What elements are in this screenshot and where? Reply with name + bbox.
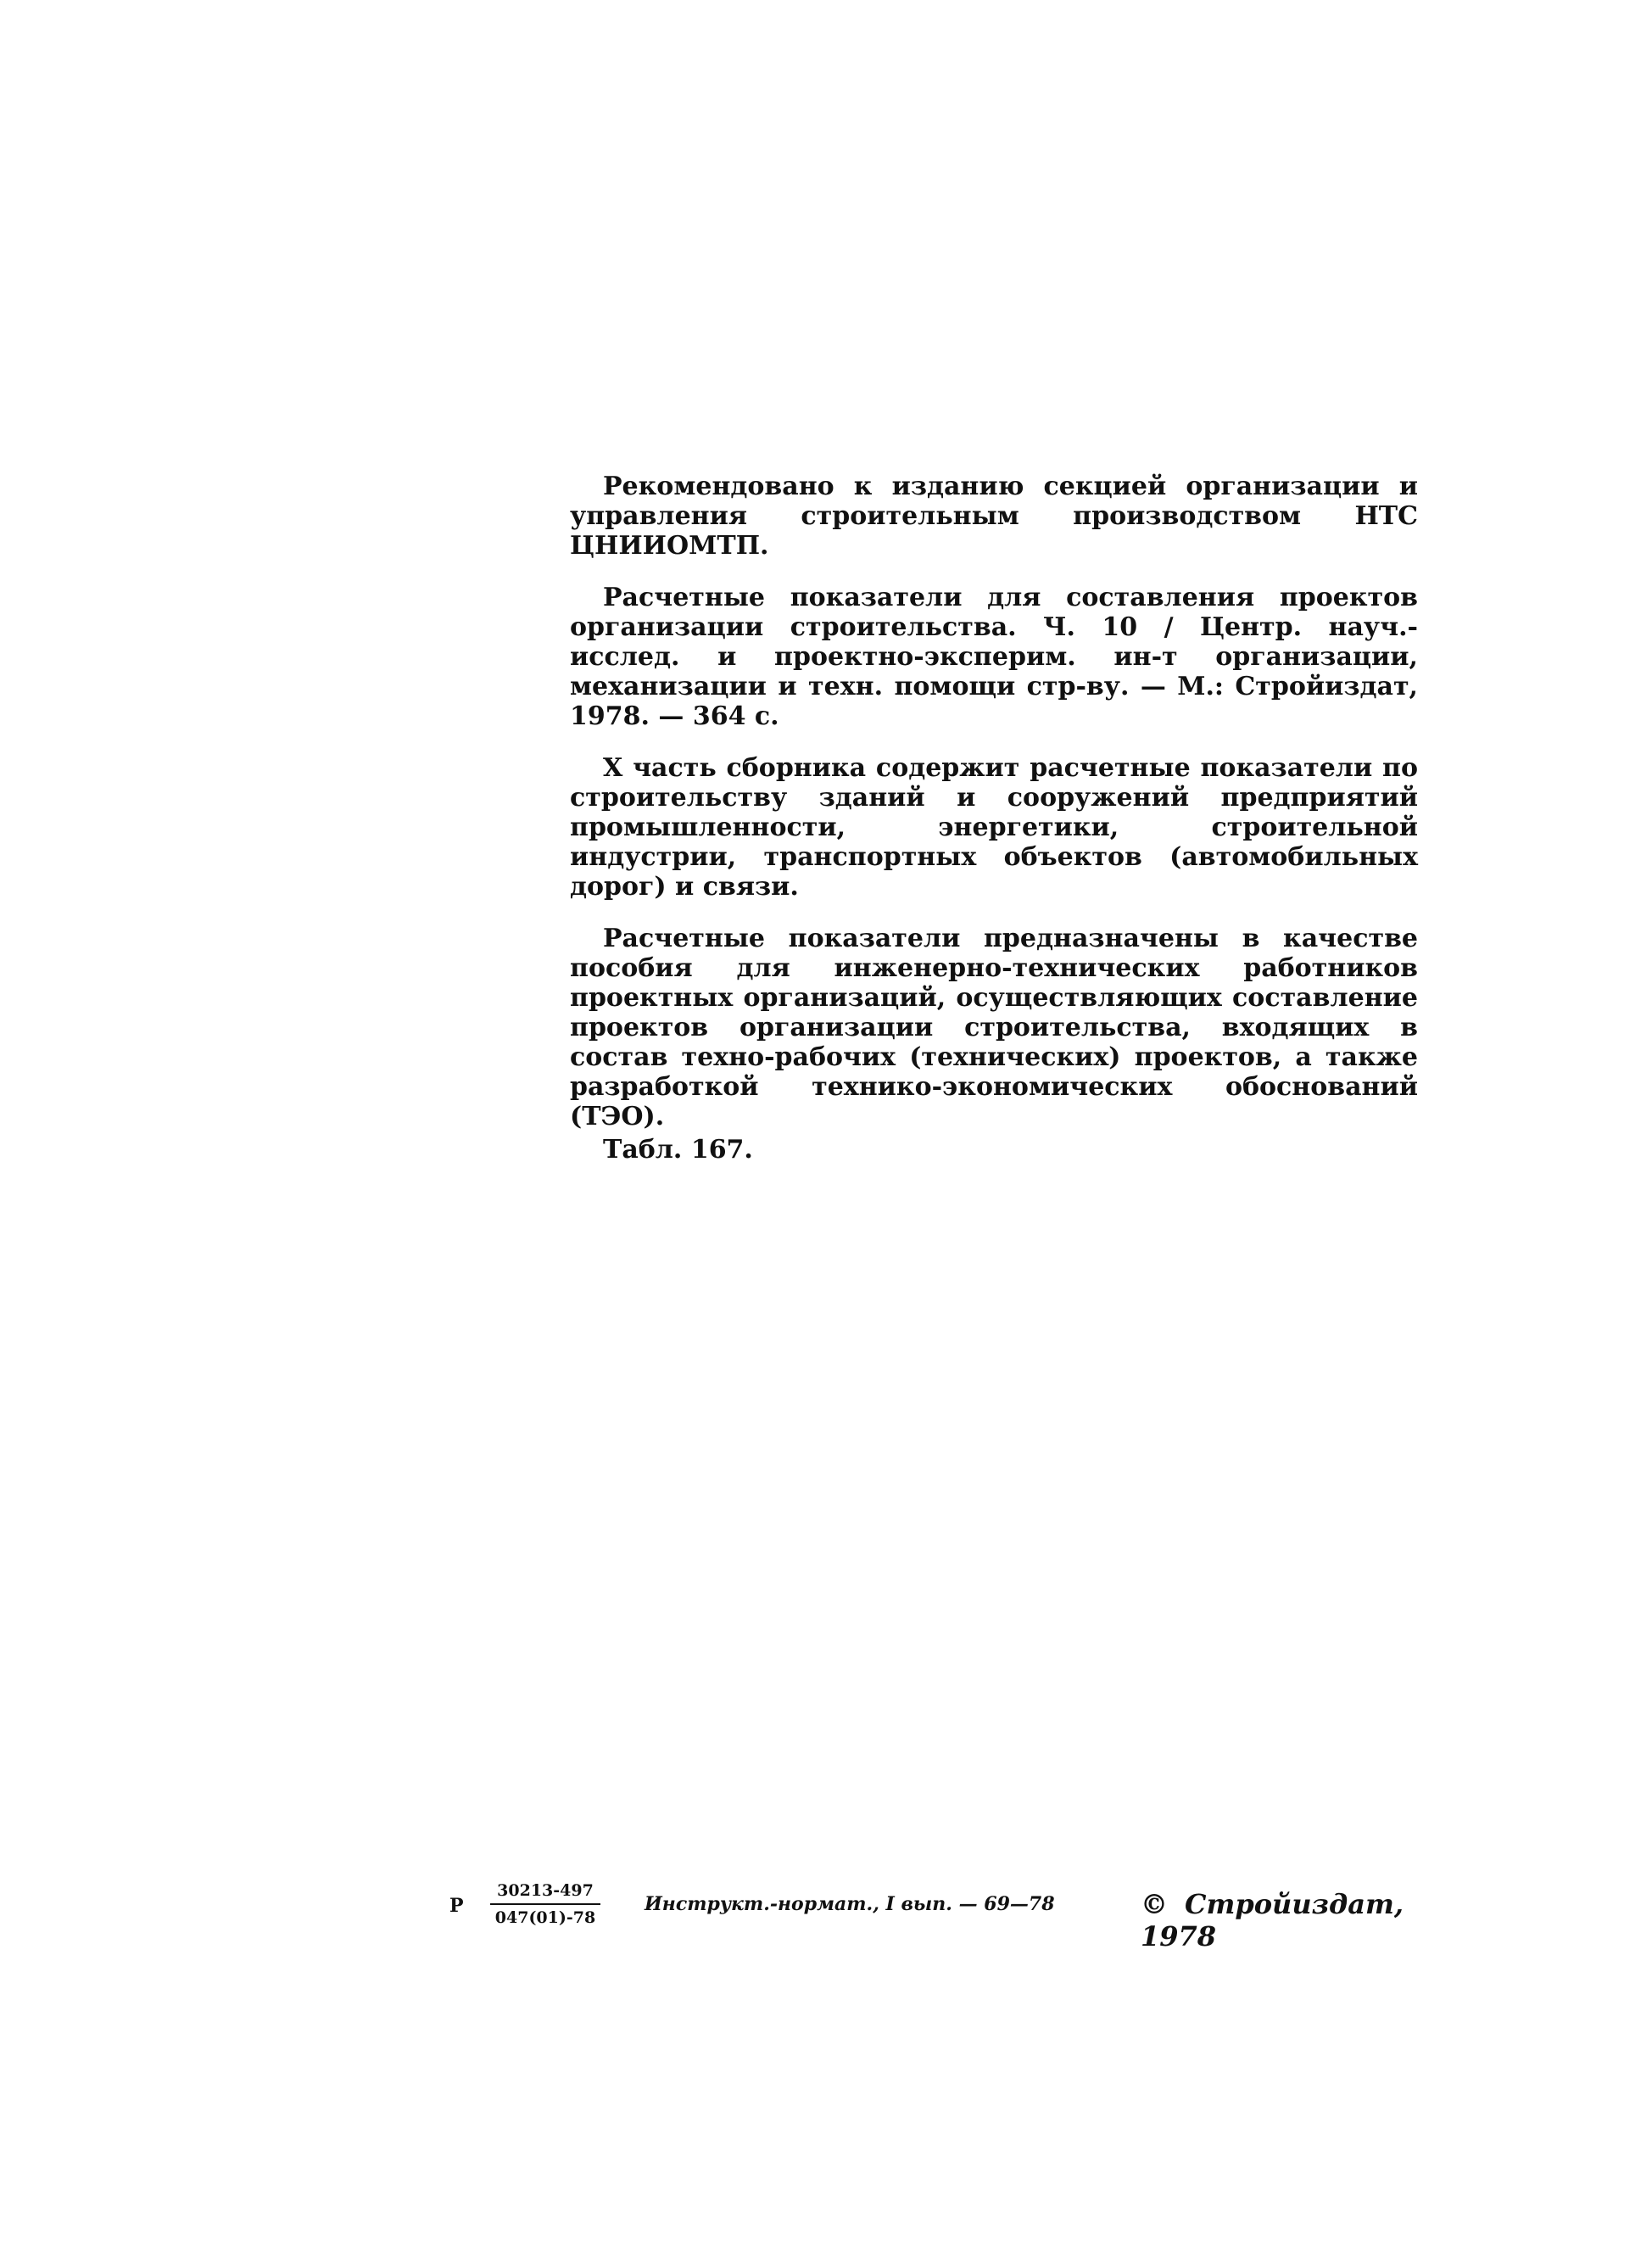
imprint-letter: Р — [449, 1895, 464, 1917]
imprint-fraction-denominator: 047(01)-78 — [494, 1908, 596, 1927]
imprint-fraction — [490, 1880, 600, 1929]
imprint-line — [449, 1880, 1450, 1952]
copyright-icon: © — [1141, 1888, 1168, 1920]
recommendation-paragraph: Рекомендовано к изданию секцией организации и управления строительным производством НТС ЦНИИОМТП. — [570, 472, 1418, 561]
imprint-instruction: Инструкт.-нормат., I вып. — 69—78 — [645, 1893, 1055, 1915]
tables-note: Табл. 167. — [603, 1135, 753, 1165]
imprint-copyright — [1141, 1888, 1450, 1952]
imprint-publisher-year: Стройиздат, 1978 — [1141, 1888, 1404, 1952]
abstract-part-paragraph: X часть сборника содержит расчетные показатели по строительству зданий и сооружений предприятий промышленности, энергетики, строительной индустрии, транспортных объектов (автомобильных дорог) и связи. — [570, 753, 1418, 902]
imprint-fraction-numerator: 30213-497 — [490, 1880, 600, 1905]
main-text-block — [570, 472, 1418, 1165]
bibliographic-entry: Расчетные показатели для составления проектов организации строительства. Ч. 10 / Центр. науч.-исслед. и проектно-эксперим. ин-т организации, механизации и техн. помощи стр-ву. — М.: Стройиздат, 1978. — 364 с. — [570, 583, 1418, 731]
abstract-purpose-paragraph: Расчетные показатели предназначены в качестве пособия для инженерно-технических работников проектных организаций, осуществляющих составление проектов организации строительства, входящих в состав техно-рабочих (технических) проектов, а также разработкой технико-экономических обоснований (ТЭО). — [570, 924, 1418, 1131]
